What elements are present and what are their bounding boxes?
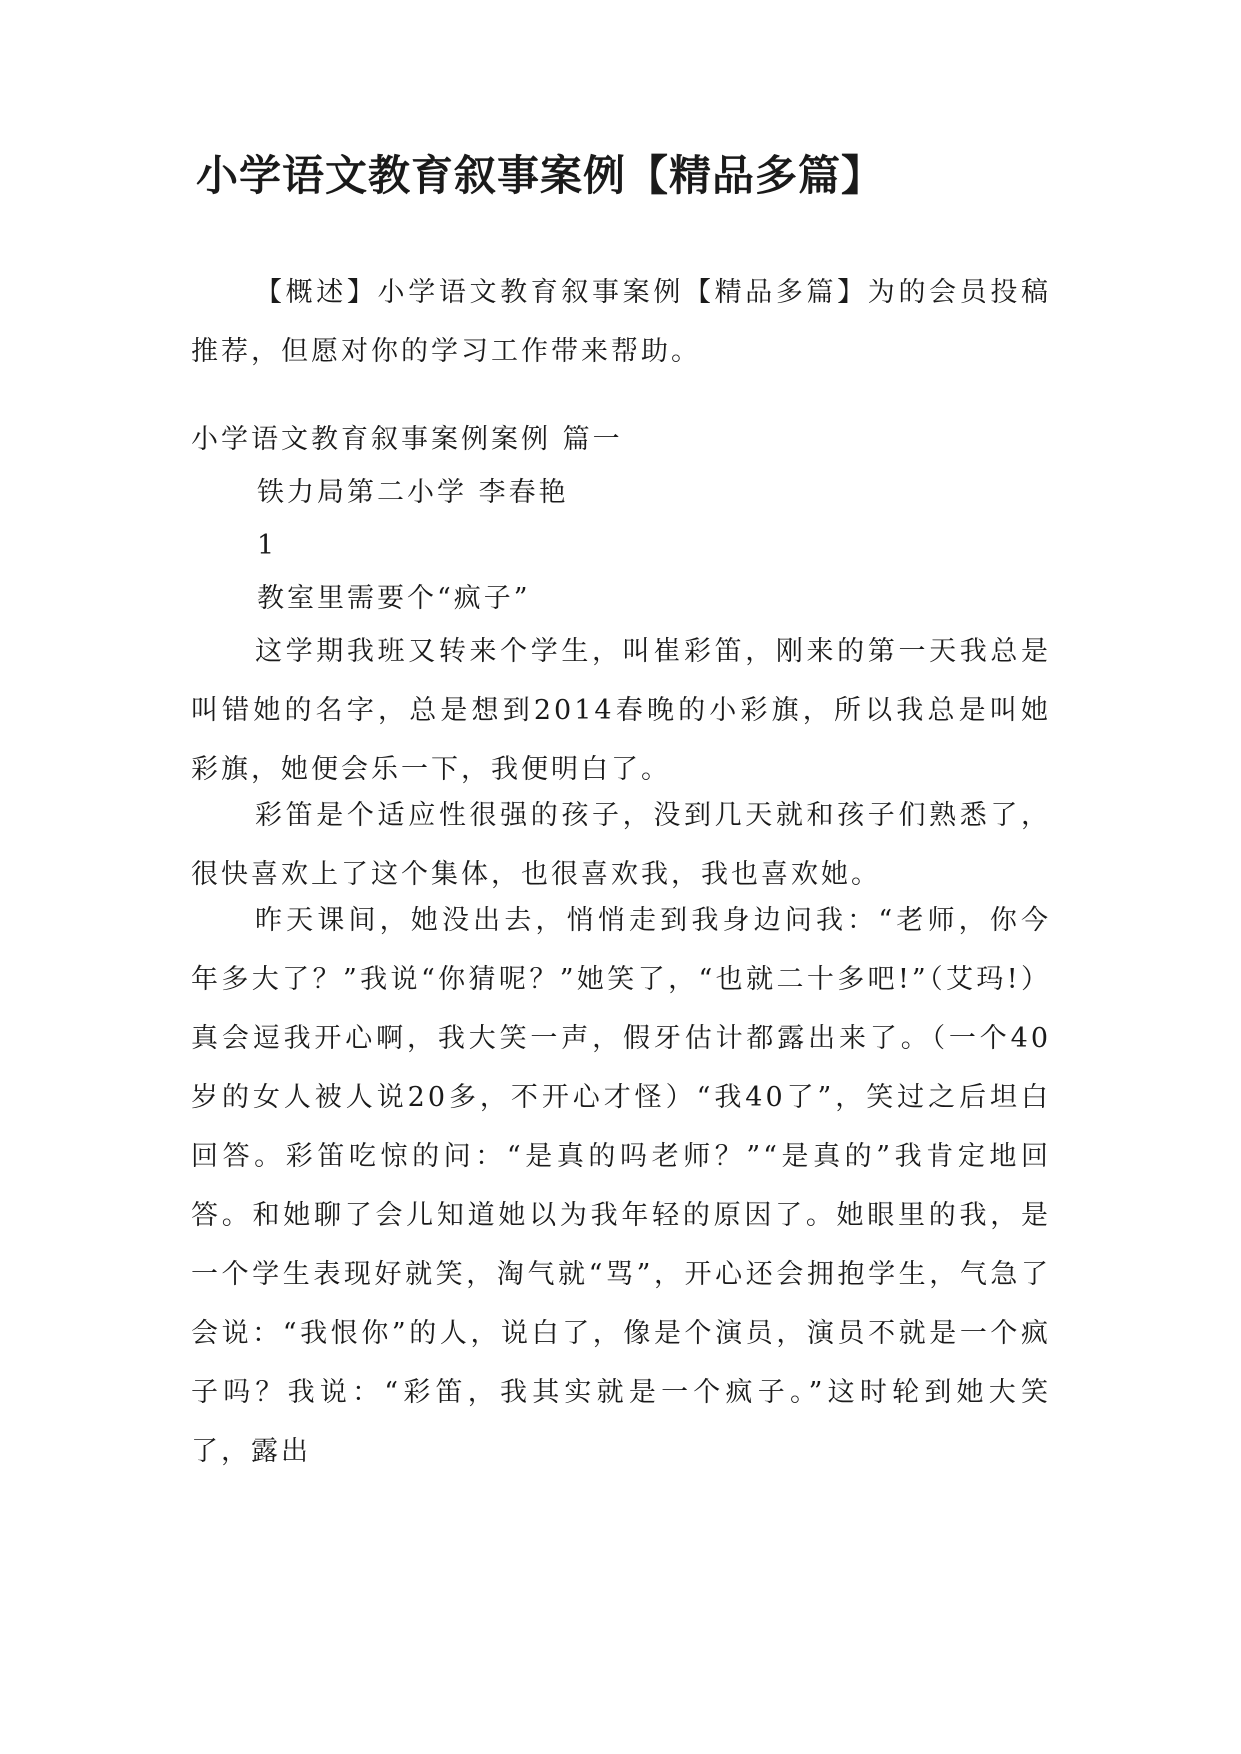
section-heading: 小学语文教育叙事案例案例 篇一	[191, 424, 623, 455]
paragraph-3: 昨天课间，她没出去，悄悄走到我身边问我：“老师，你今年多大了？”我说“你猜呢？”她笑了，“也就二十多吧!”（艾玛!）真会逗我开心啊，我大笑一声，假牙估计都露出来了。（一个40岁的女人被人说20多，不开心才怪）“我40了”，笑过之后坦白回答。彩笛吃惊的问：“是真的吗老师？”“是真的”我肯定地回答。和她聊了会儿知道她以为我年轻的原因了。她眼里的我，是一个学生表现好就笑，淘气就“骂”，开心还会拥抱学生，气急了会说：“我恨你”的人，说白了，像是个演员，演员不就是一个疯子吗？我说：“彩笛，我其实就是一个疯子。”这时轮到她大笑了，露出	[191, 905, 1051, 1467]
section-number: 1	[257, 530, 278, 561]
document-title: 小学语文教育叙事案例【精品多篇】	[195, 151, 884, 200]
paragraph-1: 这学期我班又转来个学生，叫崔彩笛，刚来的第一天我总是叫错她的名字，总是想到2014春晚的小彩旗，所以我总是叫她彩旗，她便会乐一下，我便明白了。	[191, 636, 1051, 785]
story-title: 教室里需要个“疯子”	[257, 583, 531, 614]
author-line: 铁力局第二小学 李春艳	[257, 477, 569, 508]
paragraph-2: 彩笛是个适应性很强的孩子，没到几天就和孩子们熟悉了，很快喜欢上了这个集体，也很喜欢我，我也喜欢她。	[191, 800, 1051, 890]
summary-paragraph: 【概述】小学语文教育叙事案例【精品多篇】为的会员投稿推荐，但愿对你的学习工作带来帮助。	[191, 277, 1051, 367]
